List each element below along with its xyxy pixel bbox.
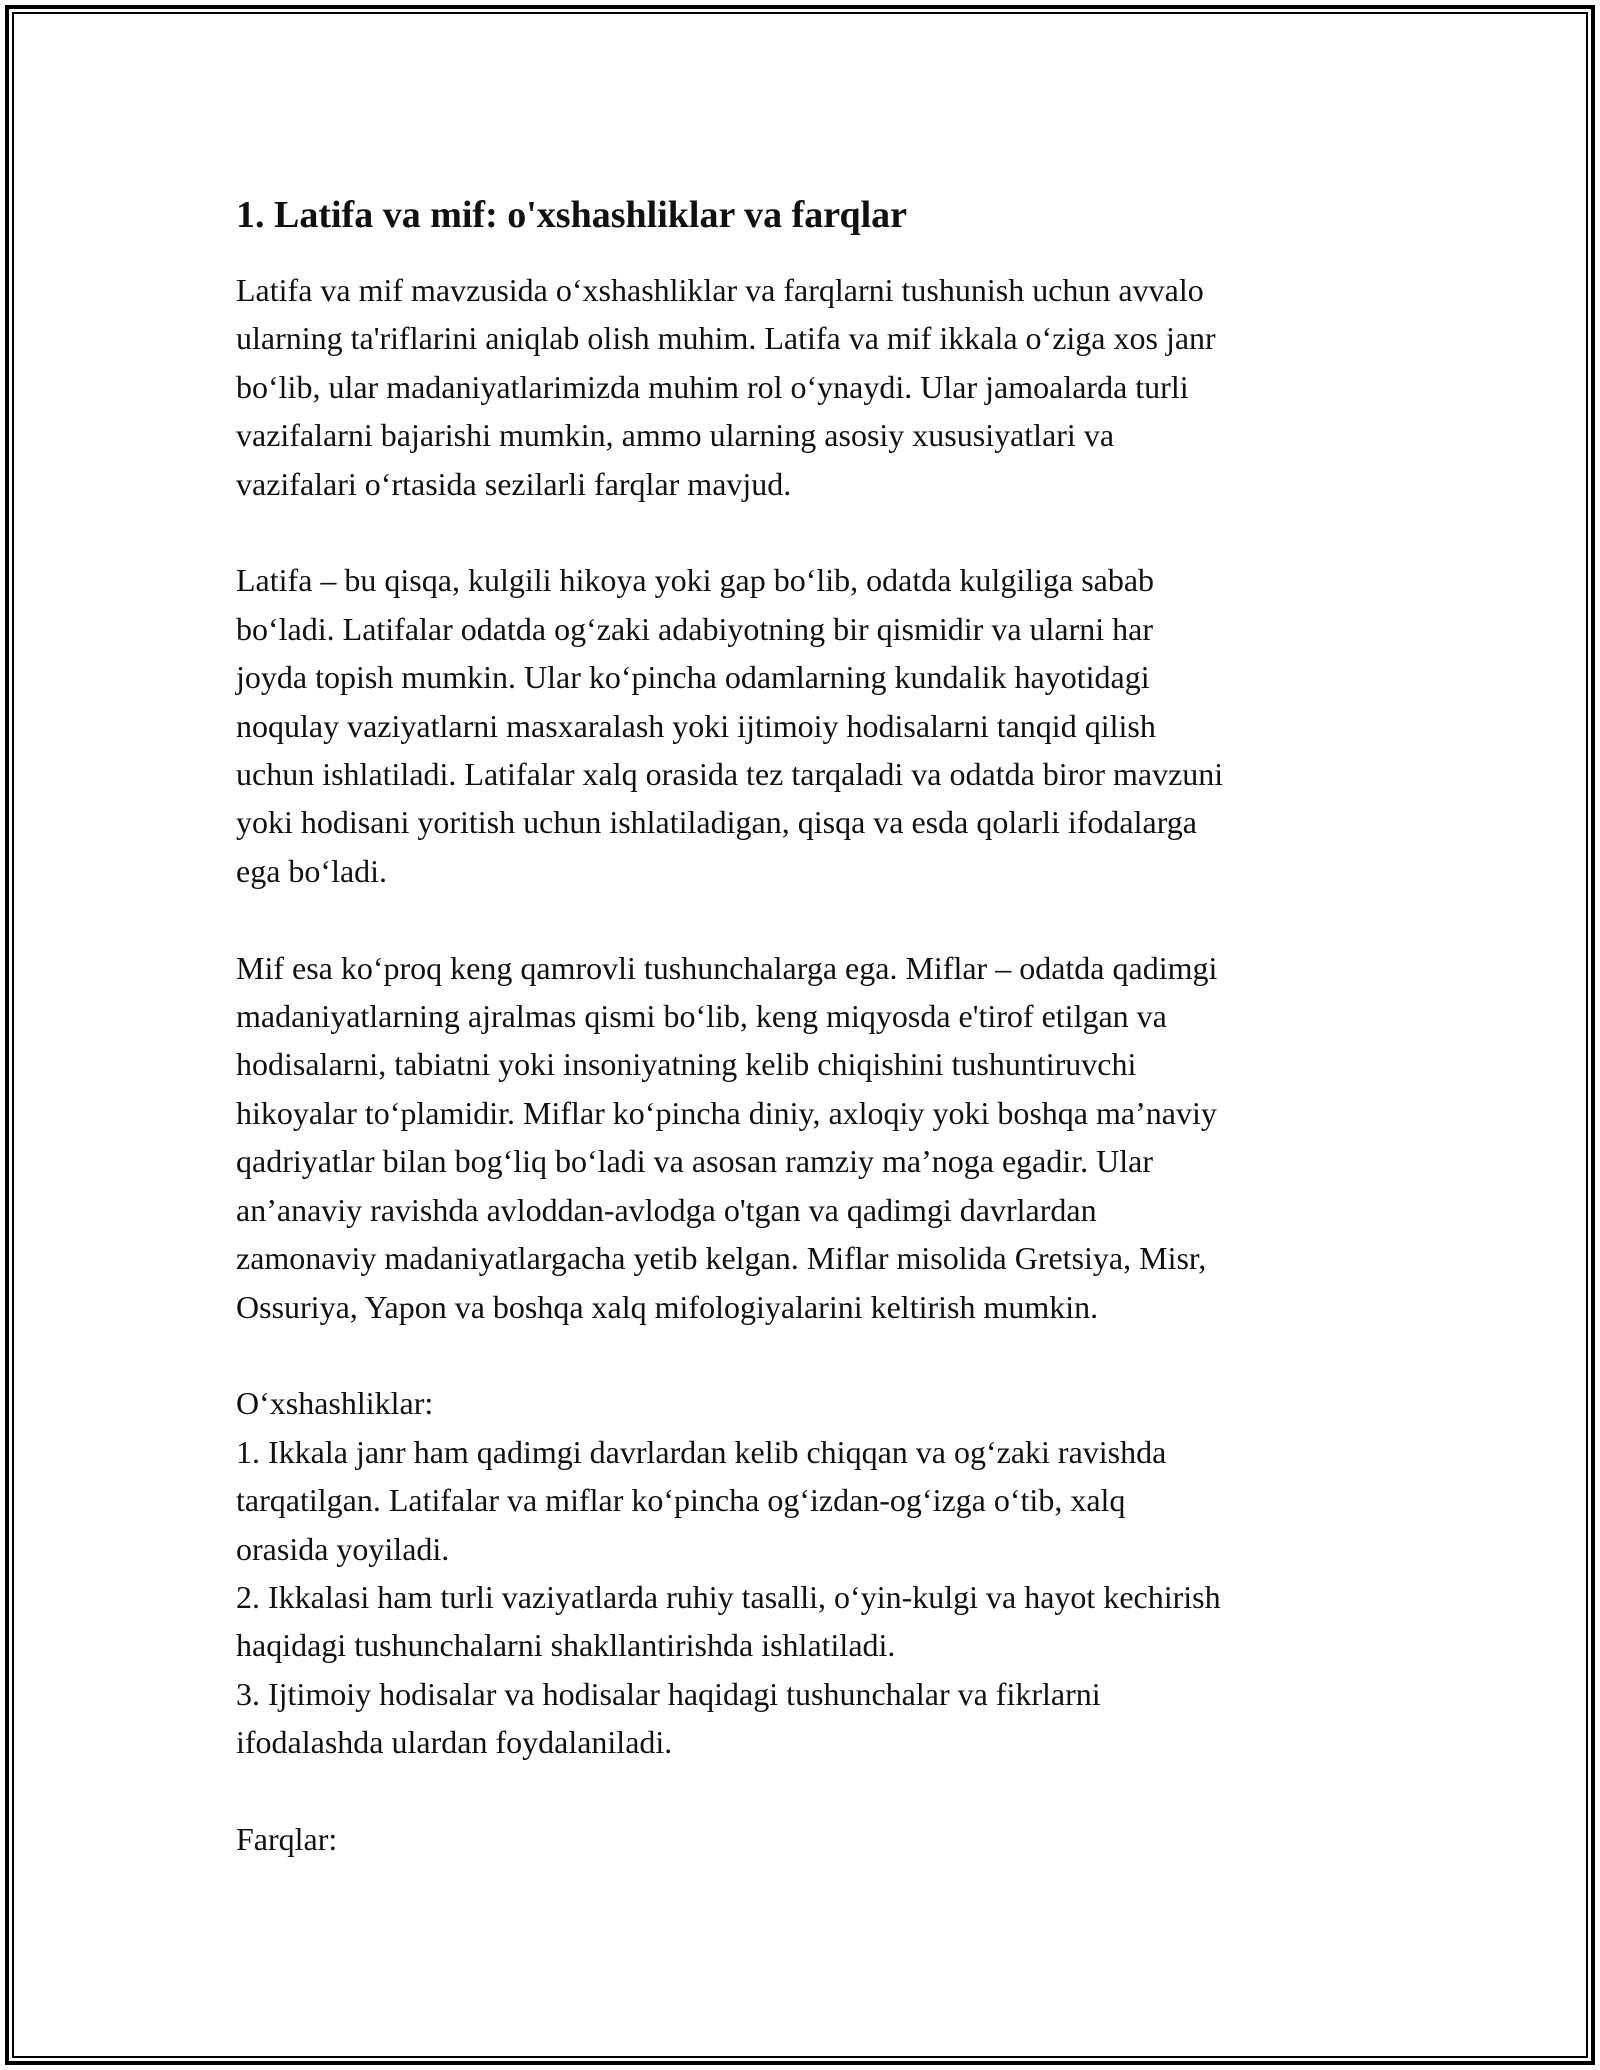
text-line: Latifa va mif mavzusida o‘xshashliklar va farqlarni tushunish uchun avvalo: [236, 272, 1204, 308]
text-line: noqulay vaziyatlarni masxaralash yoki ijtimoiy hodisalarni tanqid qilish: [236, 707, 1156, 744]
text-line: 2. Ikkalasi ham turli vaziyatlarda ruhiy tasalli, o‘yin-kulgi va hayot kechirish: [236, 1578, 1221, 1615]
text-line: madaniyatlarning ajralmas qismi bo‘lib, keng miqyosda e'tirof etilgan va: [236, 998, 1167, 1035]
text-line: 3. Ijtimoiy hodisalar va hodisalar haqidagi tushunchalar va fikrlarni: [236, 1675, 1101, 1712]
paragraph-differences: [236, 1815, 1376, 1863]
text-line: qadriyatlar bilan bog‘liq bo‘ladi va asosan ramziy ma’noga egadir. Ular: [236, 1143, 1154, 1180]
text-line: Ossuriya, Yapon va boshqa xalq mifologiyalarini keltirish mumkin.: [236, 1288, 1099, 1325]
text-line: joyda topish mumkin. Ular ko‘pincha odamlarning kundalik hayotidagi: [236, 659, 1150, 696]
paragraph-mif: [236, 944, 1376, 1331]
paragraph-definitions-intro: [236, 266, 1376, 508]
text-line: bo‘lib, ular madaniyatlarimizda muhim rol o‘ynaydi. Ular jamoalarda turli: [236, 368, 1189, 405]
text-line: vazifalari o‘rtasida sezilarli farqlar mavjud.: [236, 465, 792, 502]
text-line: orasida yoyiladi.: [236, 1530, 450, 1567]
text-line: vazifalarni bajarishi mumkin, ammo ularning asosiy xususiyatlari va: [236, 417, 1115, 454]
text-line: ularning ta'riflarini aniqlab olish muhim. Latifa va mif ikkala o‘ziga xos janr: [236, 320, 1216, 357]
text-line: bo‘ladi. Latifalar odatda og‘zaki adabiyotning bir qismidir va ularni har: [236, 610, 1154, 647]
text-line: an’anaviy ravishda avloddan-avlodga o'tgan va qadimgi davrlardan: [236, 1191, 1097, 1228]
text-line: tarqatilgan. Latifalar va miflar ko‘pincha og‘izdan-og‘izga o‘tib, xalq: [236, 1482, 1126, 1519]
text-line: 1. Ikkala janr ham qadimgi davrlardan kelib chiqqan va og‘zaki ravishda: [236, 1433, 1167, 1470]
text-line: zamonaviy madaniyatlargacha yetib kelgan. Miflar misolida Gretsiya, Misr,: [236, 1240, 1207, 1277]
paragraph-similarities: [236, 1379, 1376, 1766]
section-heading-differences: Farqlar:: [236, 1820, 338, 1857]
text-line: ega bo‘ladi.: [236, 852, 388, 889]
paragraph-latifa: [236, 556, 1376, 895]
section-heading-similarities: O‘xshashliklar:: [236, 1385, 434, 1422]
text-line: hodisalarni, tabiatni yoki insoniyatning kelib chiqishini tushuntiruvchi: [236, 1046, 1137, 1083]
text-line: haqidagi tushunchalarni shakllantirishda ishlatiladi.: [236, 1627, 896, 1664]
text-line: ifodalashda ulardan foydalaniladi.: [236, 1724, 673, 1761]
text-line: hikoyalar to‘plamidir. Miflar ko‘pincha diniy, axloqiy yoki boshqa ma’naviy: [236, 1094, 1217, 1131]
text-line: Mif esa ko‘proq keng qamrovli tushunchalarga ega. Miflar – odatda qadimgi: [236, 949, 1218, 986]
document-body: [236, 186, 1376, 1863]
text-line: yoki hodisani yoritish uchun ishlatiladigan, qisqa va esda qolarli ifodalarga: [236, 804, 1197, 841]
text-line: uchun ishlatiladi. Latifalar xalq orasida tez tarqaladi va odatda biror mavzuni: [236, 756, 1224, 793]
document-title: 1. Latifa va mif: o'xshashliklar va farqlar: [236, 194, 908, 236]
text-line: Latifa – bu qisqa, kulgili hikoya yoki gap bo‘lib, odatda kulgiliga sabab: [236, 562, 1155, 599]
